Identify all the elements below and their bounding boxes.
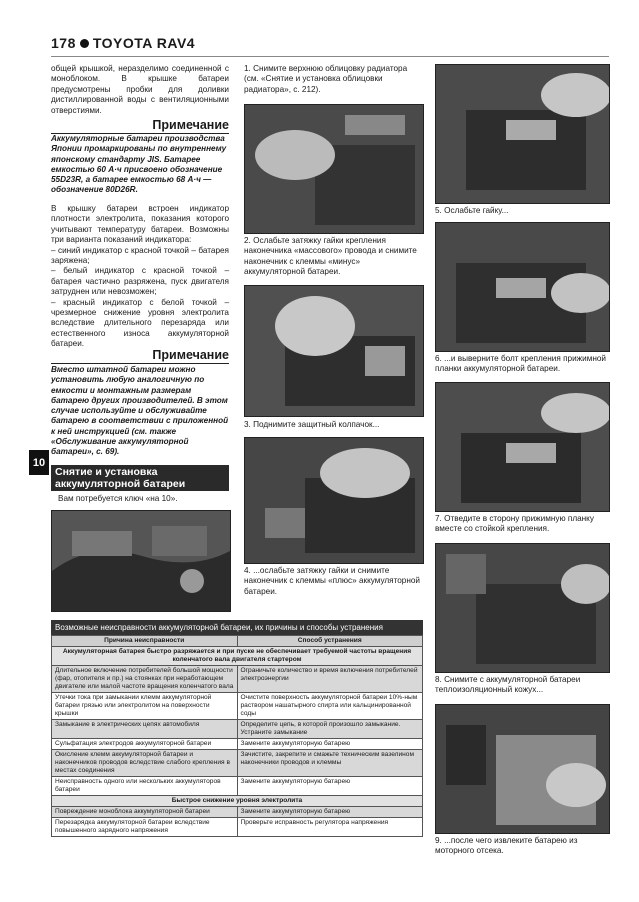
intro-paragraph: общей крышкой, неразделимо соединенной с моноблоком. В крышке батареи предусмотрены пробки для доливки дистиллированной воды с вентиляционными отверстиями. <box>51 64 229 115</box>
step-2-caption: 2. Ослабьте затяжку гайки крепления наконечника «массового» провода и снимите наконечник с клеммы «минус» аккумуляторной батареи. <box>244 236 417 277</box>
photo-step-6 <box>435 222 610 352</box>
note-title-1: Примечание <box>51 118 229 134</box>
cause-cell: Перезарядка аккумуляторной батареи вследствие повышенного зарядного напряжения <box>52 818 238 837</box>
remedy-cell: Замените аккумуляторную батарею <box>237 739 423 750</box>
table-row <box>52 739 423 750</box>
table-row <box>52 807 423 818</box>
table-group-row <box>52 796 423 807</box>
table-group-row <box>52 647 423 666</box>
table-row <box>52 720 423 739</box>
step-9-caption: 9. ...после чего извлеките батарею из моторного отсека. <box>435 836 578 856</box>
table-header-row <box>52 636 423 647</box>
indicator-intro: В крышку батареи встроен индикатор плотности электролита, показания которого учитывают температуру батареи. Возможны три варианта показаний индикатора: <box>51 204 229 245</box>
photo-step-8 <box>435 543 610 673</box>
note-title-2: Примечание <box>51 348 229 364</box>
cause-cell: Длительное включение потребителей большой мощности (фар, отопителя и пр.) на стоянках при неработающем двигателе или малой частоте вращения коленчатого вала <box>52 666 238 693</box>
tool-note: Вам потребуется ключ «на 10». <box>58 494 178 503</box>
note-body-2: Вместо штатной батареи можно установить любую аналогичную по емкости и монтажным размерам батарею других производителей. В этом случае используйте и обслуживайте батарею в соответствии с приложенной к ней инструкцией (см. также «Обслуживание аккумуляторной батареи», с. 69). <box>51 365 229 457</box>
cause-cell: Сульфатация электродов аккумуляторной батареи <box>52 739 238 750</box>
cause-cell: Замыкание в электрических цепях автомобиля <box>52 720 238 739</box>
remedy-cell: Замените аккумуляторную батарею <box>237 807 423 818</box>
header-divider <box>51 56 609 57</box>
photo-step-9 <box>435 704 610 834</box>
indicator-paragraph <box>51 204 229 350</box>
cause-cell: Повреждение моноблока аккумуляторной батареи <box>52 807 238 818</box>
group-title-2: Быстрое снижение уровня электролита <box>52 796 423 807</box>
remedy-cell: Зачистите, закрепите и смажьте техническим вазелином наконечники проводов и клеммы <box>237 750 423 777</box>
remedy-cell: Замените аккумуляторную батарею <box>237 777 423 796</box>
table-title: Возможные неисправности аккумуляторной батареи, их причины и способы устранения <box>51 620 423 635</box>
table-row <box>52 750 423 777</box>
cause-cell: Утечки тока при замыкании клемм аккумуляторной батареи грязью или электролитом на поверхности крышки <box>52 693 238 720</box>
table-row <box>52 818 423 837</box>
table-row <box>52 666 423 693</box>
indicator-item: – красный индикатор с белой точкой – чрезмерное снижение уровня электролита вследствие длительного перезаряда или естественного износа аккумуляторной батареи. <box>51 297 229 349</box>
faults-table <box>51 620 423 837</box>
photo-step-7 <box>435 382 610 512</box>
chapter-tab: 10 <box>29 450 49 475</box>
section-title: Снятие и установка аккумуляторной батареи <box>51 465 229 491</box>
step-7-caption: 7. Отведите в сторону прижимную планку вместе со стойкой крепления. <box>435 514 594 534</box>
bullet-icon <box>80 39 89 48</box>
indicator-item: – белый индикатор с красной точкой – батарея частично разряжена, пуск двигателя затруднен или невозможен; <box>51 266 229 297</box>
remedy-cell: Ограничьте количество и время включения потребителей электроэнергии <box>237 666 423 693</box>
page-number: 178 <box>51 35 76 51</box>
cause-cell: Окисление клемм аккумуляторной батареи и наконечников проводов вследствие слабого крепления в местах соединения <box>52 750 238 777</box>
step-8-caption: 8. Снимите с аккумуляторной батареи теплоизоляционный кожух... <box>435 675 581 695</box>
group-title-1: Аккумуляторная батарея быстро разряжается и при пуске не обеспечивает требуемой частоты вращения коленчатого вала двигателя стартером <box>52 647 423 666</box>
photo-engine-bay <box>51 510 231 612</box>
remedy-cell: Определите цепь, в которой произошло замыкание. Устраните замыкание <box>237 720 423 739</box>
step-3-caption: 3. Поднимите защитный колпачок... <box>244 420 380 429</box>
step-1-caption: 1. Снимите верхнюю облицовку радиатора (см. «Снятие и установка облицовки радиатора», с. 212). <box>244 64 408 94</box>
remedy-cell: Проверьте исправность регулятора напряжения <box>237 818 423 837</box>
table-row <box>52 693 423 720</box>
book-title: TOYOTA RAV4 <box>92 35 196 51</box>
table-row <box>52 777 423 796</box>
photo-step-3 <box>244 285 424 417</box>
photo-step-5 <box>435 64 610 204</box>
photo-step-4 <box>244 437 424 564</box>
cause-cell: Неисправность одного или нескольких аккумуляторов батареи <box>52 777 238 796</box>
step-6-caption: 6. ...и выверните болт крепления прижимной планки аккумуляторной батареи. <box>435 354 606 374</box>
note-body-1: Аккумуляторные батареи производства Японии промаркированы по внутреннему японскому стандарту JIS. Батарее емкостью 60 А·ч присвоено обозначение 55D23R, а батарее емкостью 68 А·ч — обозначение 80D26R. <box>51 134 227 195</box>
indicator-item: – синий индикатор с красной точкой – батарея заряжена; <box>51 245 229 266</box>
step-4-caption: 4. ...ослабьте затяжку гайки и снимите наконечник с клеммы «плюс» аккумуляторной батареи. <box>244 566 421 596</box>
page-header <box>51 35 195 51</box>
remedy-cell: Очистите поверхность аккумуляторной батареи 10%-ным раствором нашатырного спирта или кальцинированной соды <box>237 693 423 720</box>
column-header-remedy: Способ устранения <box>237 636 423 647</box>
photo-step-2 <box>244 104 424 234</box>
step-5-caption: 5. Ослабьте гайку... <box>435 206 509 215</box>
column-header-cause: Причина неисправности <box>52 636 238 647</box>
